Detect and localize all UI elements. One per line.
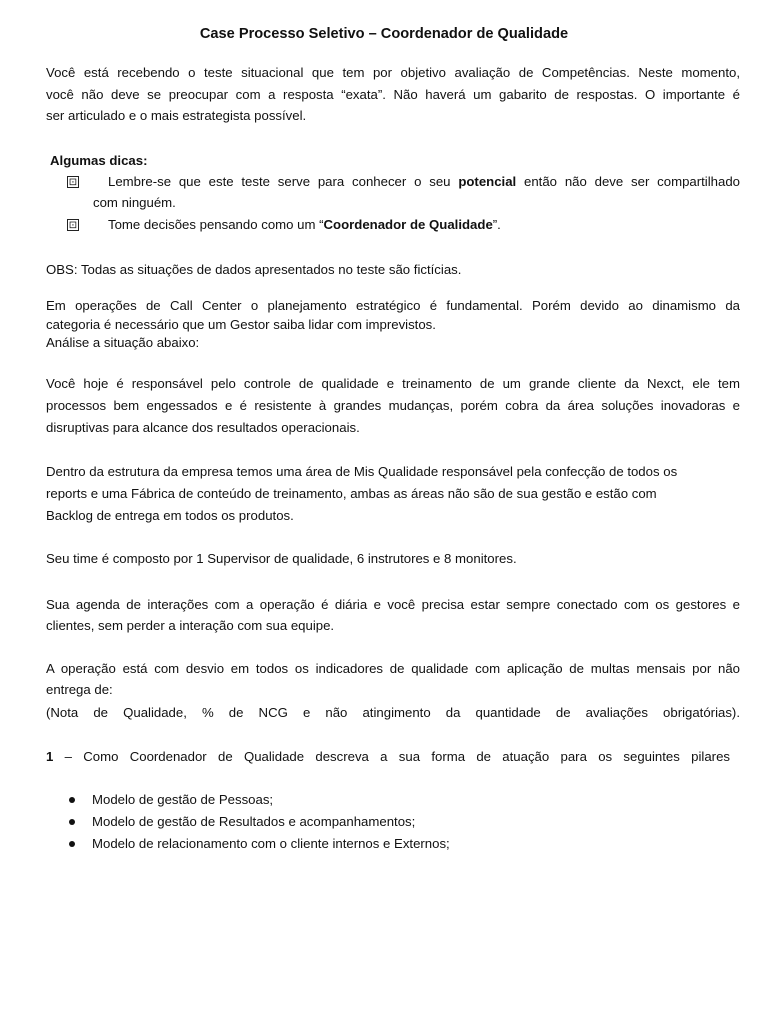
operacao-line-2: entrega de: xyxy=(46,682,113,697)
intro-line-2: você não deve se preocupar com a resposta “exata”. Não haverá um gabarito de respostas. O importante é xyxy=(46,87,740,102)
pillar-text: Modelo de gestão de Pessoas; xyxy=(92,792,274,807)
estrutura-line-3: Backlog de entrega em todos os produtos. xyxy=(46,508,294,523)
bullet-dot-icon xyxy=(69,797,75,803)
operacao-line-1: A operação está com desvio em todos os indicadores de qualidade com aplicação de multas mensais por não xyxy=(46,661,740,676)
question-text: – Como Coordenador de Qualidade descreva a sua forma de atuação para os seguintes pilares xyxy=(53,749,730,764)
intro-line-1: Você está recebendo o teste situacional que tem por objetivo avaliação de Competências. Neste momento, xyxy=(46,65,740,80)
pillar-text: Modelo de relacionamento com o cliente internos e Externos; xyxy=(92,836,450,851)
agenda-line-1: Sua agenda de interações com a operação é diária e você precisa estar sempre conectado com os gestores e xyxy=(46,597,740,612)
tip-2-text-post: ”. xyxy=(492,217,501,232)
tip-2-text-bold: Coordenador de Qualidade xyxy=(323,217,493,232)
obs-note: OBS: Todas as situações de dados apresentados no teste são fictícias. xyxy=(46,262,462,277)
responsavel-line-1: Você hoje é responsável pelo controle de qualidade e treinamento de um grande cliente da Nexct, ele tem xyxy=(46,376,740,391)
tip-1-text-pre: Lembre-se que este teste serve para conhecer o seu xyxy=(108,174,459,189)
time-composition: Seu time é composto por 1 Supervisor de qualidade, 6 instrutores e 8 monitores. xyxy=(46,551,517,566)
tip-1-line xyxy=(108,171,740,193)
bullet-dot-icon xyxy=(69,841,75,847)
estrutura-line-1: Dentro da estrutura da empresa temos uma área de Mis Qualidade responsável pela confecção de todos os xyxy=(46,464,678,479)
bullet-dot-icon xyxy=(69,819,75,825)
agenda-line-2: clientes, sem perder a interação com sua equipe. xyxy=(46,618,335,633)
callcenter-line-3: Análise a situação abaixo: xyxy=(46,335,200,350)
checkbox-bullet-icon: ⊡ xyxy=(68,177,78,188)
intro-line-3: ser articulado e o mais estrategista possível. xyxy=(46,108,307,123)
estrutura-line-2: reports e uma Fábrica de conteúdo de treinamento, ambas as áreas não são de sua gestão e estão com xyxy=(46,486,657,501)
checkbox-bullet-icon: ⊡ xyxy=(68,220,78,231)
tip-1-text-post: então não deve ser compartilhado xyxy=(516,174,740,189)
callcenter-line-1: Em operações de Call Center o planejamento estratégico é fundamental. Porém devido ao dinamismo da xyxy=(46,298,740,313)
document-title: Case Processo Seletivo – Coordenador de Qualidade xyxy=(199,26,569,42)
pillar-text: Modelo de gestão de Resultados e acompanhamentos; xyxy=(92,814,416,829)
tip-1-continuation: com ninguém. xyxy=(93,195,176,210)
responsavel-line-3: disruptivas para alcance dos resultados operacionais. xyxy=(46,420,360,435)
tip-1-text-bold: potencial xyxy=(458,174,517,189)
tips-heading: Algumas dicas: xyxy=(50,153,148,168)
tip-2-line xyxy=(108,214,740,236)
operacao-line-3: (Nota de Qualidade, % de NCG e não atingimento da quantidade de avaliações obrigatórias). xyxy=(46,705,740,720)
question-1 xyxy=(46,746,730,768)
callcenter-line-2: categoria é necessário que um Gestor saiba lidar com imprevistos. xyxy=(46,317,436,332)
tip-2-text-pre: Tome decisões pensando como um “ xyxy=(108,217,324,232)
responsavel-line-2: processos bem engessados e é resistente à grandes mudanças, porém cobra da área soluções inovadoras e xyxy=(46,398,740,413)
question-number: 1 xyxy=(46,749,54,764)
